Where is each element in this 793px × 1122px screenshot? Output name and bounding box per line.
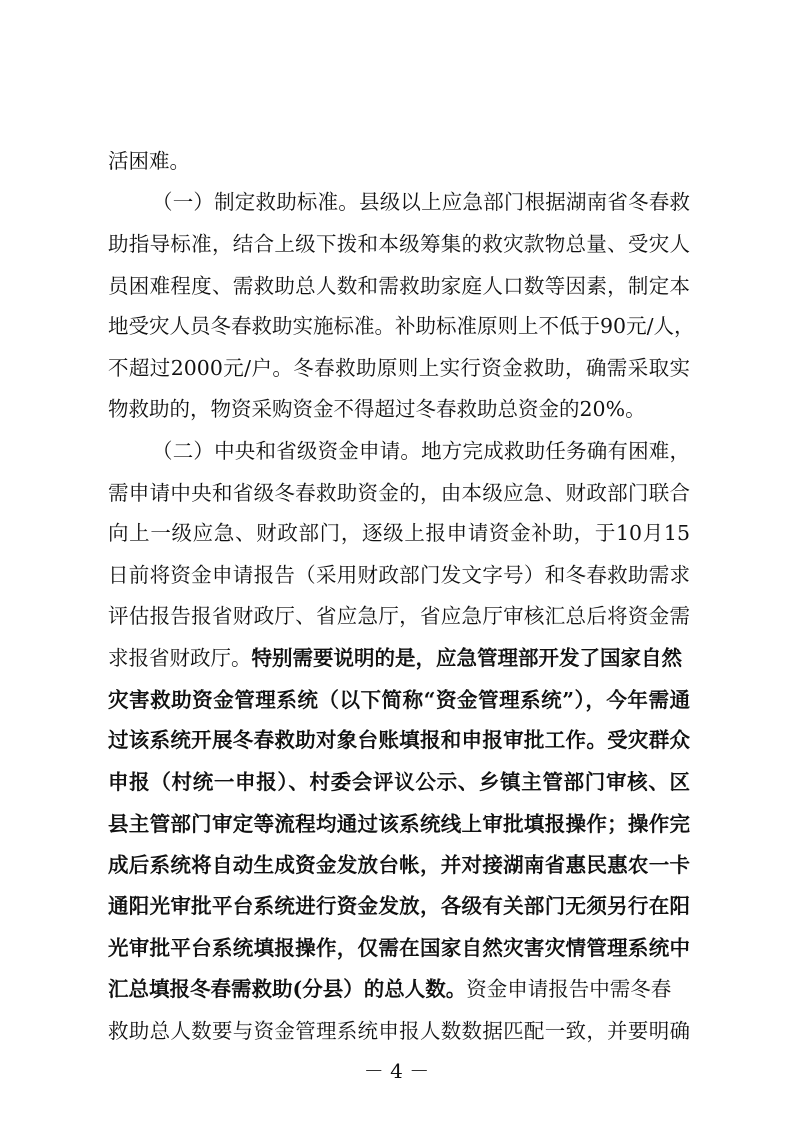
text-line-12 xyxy=(108,603,690,629)
text-line-13 xyxy=(108,645,690,671)
text-line-11 xyxy=(108,562,690,588)
text-segment: 救助总人数要与资金管理系统申报人数数据匹配一致，并要明确 xyxy=(108,1019,690,1043)
text-segment-bold: 申报（村统一申报）、村委会评议公示、乡镇主管部门审核、区 xyxy=(108,770,690,794)
text-line-15 xyxy=(108,727,690,753)
text-segment-bold: 过该系统开展冬春救助对象台账填报和申报审批工作。受灾群众 xyxy=(108,728,690,752)
text-segment: 物救助的，物资采购资金不得超过冬春救助总资金的20%。 xyxy=(108,397,646,421)
text-segment-bold: 通阳光审批平台系统进行资金发放，各级有关部门无须另行在阳 xyxy=(108,894,690,918)
text-line-6 xyxy=(108,355,690,381)
text-segment: （二）中央和省级资金申请。地方完成救助任务确有困难， xyxy=(152,439,690,463)
text-segment: 不超过2000元/户。冬春救助原则上实行资金救助，确需采取实 xyxy=(108,356,690,380)
text-segment-bold: 特别需要说明的是，应急管理部开发了国家自然 xyxy=(251,646,682,670)
text-segment: （一）制定救助标准。县级以上应急部门根据湖南省冬春救 xyxy=(152,190,690,214)
text-line-9 xyxy=(108,480,690,506)
text-segment: 活困难。 xyxy=(108,149,190,173)
text-segment-bold: 汇总填报冬春需救助(分县）的总人数。 xyxy=(108,977,467,1001)
text-line-22 xyxy=(108,1018,690,1044)
text-line-7 xyxy=(108,396,690,422)
text-line-18 xyxy=(108,852,690,878)
text-line-17 xyxy=(108,811,690,837)
text-segment: 员困难程度、需救助总人数和需救助家庭人口数等因素，制定本 xyxy=(108,274,690,298)
text-segment: 地受灾人员冬春救助实施标准。补助标准原则上不低于90元/人， xyxy=(108,314,695,338)
text-segment: 助指导标准，结合上级下拨和本级筹集的救灾款物总量、受灾人 xyxy=(108,232,690,256)
text-line-10 xyxy=(108,520,690,546)
text-segment: 求报省财政厅。 xyxy=(108,646,252,670)
text-line-19 xyxy=(108,893,690,919)
text-line-14 xyxy=(108,687,690,713)
text-segment: 向上一级应急、财政部门，逐级上报申请资金补助，于10月15 xyxy=(108,521,690,545)
text-segment: 资金申请报告中需冬春 xyxy=(466,977,672,1001)
text-line-4 xyxy=(108,273,690,299)
text-segment-bold: 灾害救助资金管理系统（以下简称“资金管理系统”），今年需通 xyxy=(108,688,690,712)
text-segment-bold: 光审批平台系统填报操作，仅需在国家自然灾害灾情管理系统中 xyxy=(108,936,690,960)
text-line-16 xyxy=(108,769,690,795)
text-segment: 评估报告报省财政厅、省应急厅，省应急厅审核汇总后将资金需 xyxy=(108,604,690,628)
text-line-8 xyxy=(152,438,690,464)
text-line-1 xyxy=(108,148,690,174)
text-segment: 日前将资金申请报告（采用财政部门发文字号）和冬春救助需求 xyxy=(108,563,690,587)
text-segment-bold: 成后系统将自动生成资金发放台帐，并对接湖南省惠民惠农一卡 xyxy=(108,853,690,877)
text-segment: 需申请中央和省级冬春救助资金的，由本级应急、财政部门联合 xyxy=(108,481,690,505)
text-line-2 xyxy=(152,189,690,215)
text-line-21 xyxy=(108,976,690,1002)
text-line-3 xyxy=(108,231,690,257)
page-number: － 4 － xyxy=(363,1059,430,1083)
text-line-5 xyxy=(108,313,695,339)
text-line-20 xyxy=(108,935,690,961)
text-segment-bold: 县主管部门审定等流程均通过该系统线上审批填报操作；操作完 xyxy=(108,812,690,836)
